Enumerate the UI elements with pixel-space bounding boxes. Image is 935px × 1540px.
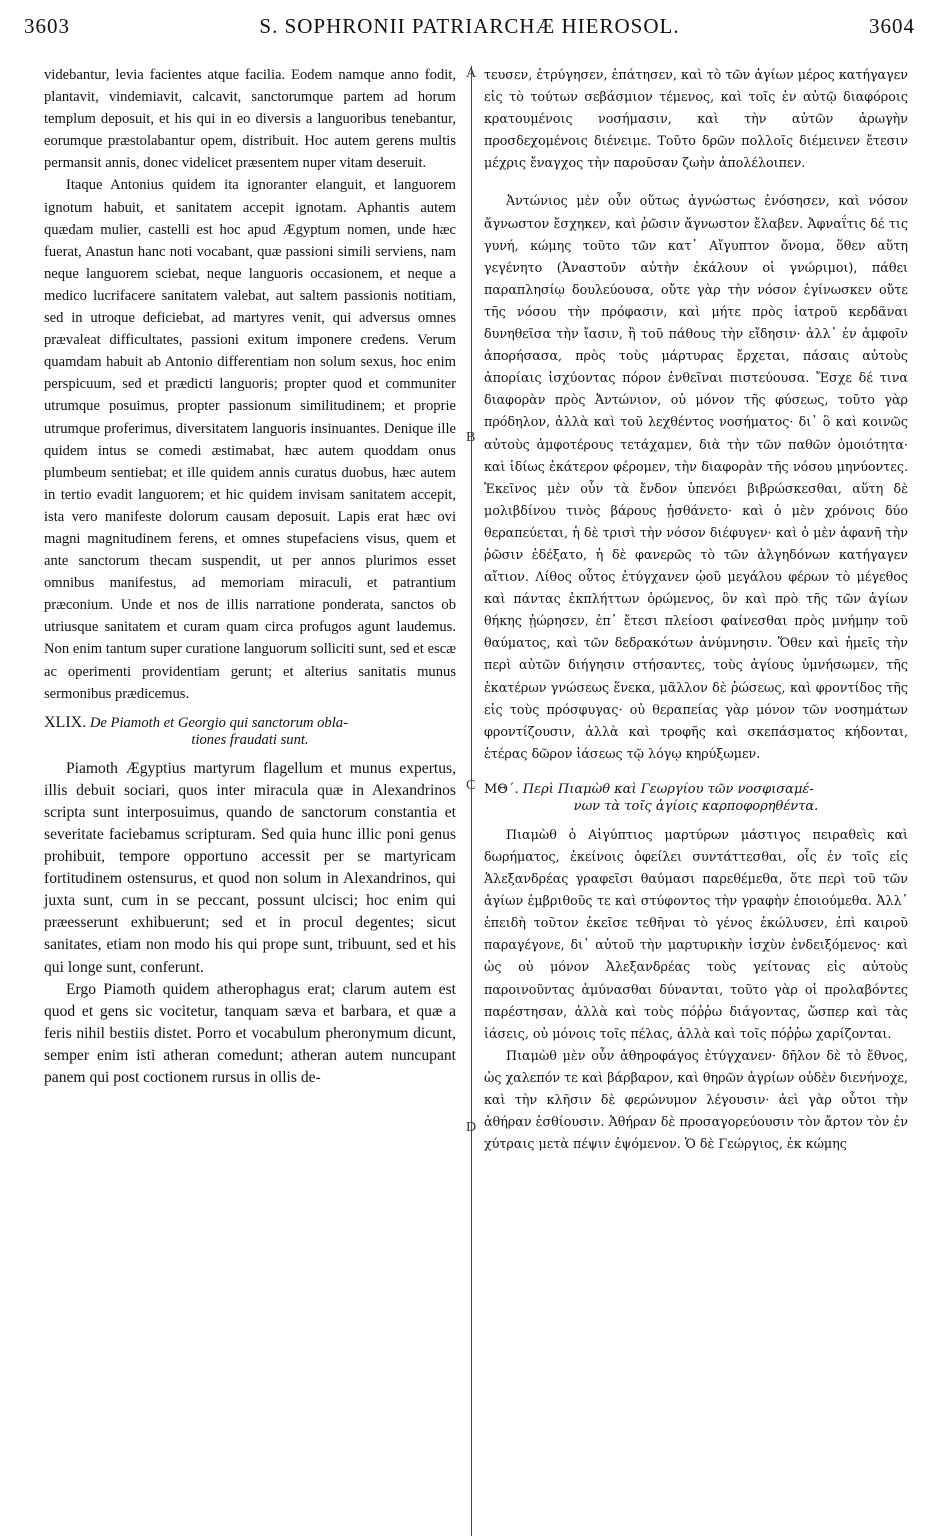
latin-chapter-title-line2: tiones fraudati sunt. xyxy=(191,731,309,748)
greek-chapter-title-line2: νων τὰ τοῖς ἁγίοις καρποφορηθέντα. xyxy=(573,798,819,814)
margin-marker-b: B xyxy=(466,430,476,445)
latin-chapter-title-line1: De Piamoth et Georgio qui sanctorum obla- xyxy=(89,714,348,731)
greek-paragraph-4: Πιαμὼθ μὲν οὖν ἀθηροφάγος ἐτύγχανεν· δῆλον δὲ τὸ ἔθνος, ὡς χαλεπόν τε καὶ βάρβαρον, καὶ θηρῶν ἀγρίων οὐδὲν διενήνοχε, καὶ τὴν κλῆσιν δὲ φερώνυμον λέγουσιν· ἀεὶ γὰρ οὗτοι τὴν ἀθήραν ἐσθίουσιν. Ἀθήραν δὲ προσαγορεύουσιν τὸν ἄρτον τὸν ἐν χύτραις μετὰ πέψιν ἑψόμενον. Ὁ δὲ Γεώργιος, ἐκ κώμης xyxy=(484,1047,909,1152)
latin-paragraph-2: Itaque Antonius quidem ita ignoranter elanguit, et languorem ignotum habuit, et sanitatem accepit ignotam. Aphantis autem quædam mulier, castelli est hoc apud Ægyptum nomen, unde hæc fuerat, Anastun hanc noti vocabant, quæ passioni simili serviens, nam neque languorem sciebat, neque languoris occasionem, et neque a medico lucrifacere sanitatem valebat, aut saltem passionis notitiam, sed in utroque deficiebat, ad martyres venit, qui adversus omnes prævaleat difficultates, passioni exitum imponere credens. Verum quamdam habuit ab Antonio differentiam non solum sexus, hoc enim perspicuum, sed et prædicti languoris; propter quod et communiter utrumque posuimus, propter passionum similitudinem; et proprie utrumque proferimus, diversitatem languoris insinuantes. Denique ille quidem intus se comedi æstimabat, hæc autem quoddam onus plumbeum sentiebat; et ille quidem annis curatus duobus, hæc autem in tertio evadit languorem; et hic quidem invisam sanitatem accepit, ista vero manifeste dolorum causam deposuit. Lapis erat hæc ovi magni magnitudinem ferens, et omnes stupefaciens visus, quem et ante sanctorum thecam suspendit, ut per annos plurimos esset omnibus manifestus, ad memoriam miraculi, et patrantium præconium. Unde et nos de illis narratione ponderata, sanctos ob utriusque sanitatem et curam quam circa profugos agunt laudemus. Non enim tantum super curatione languorum solliciti sunt, sed et escæ ac operimenti providentiam gerunt; et alterius sanitatis munus sermonibus prædicemus. xyxy=(44,177,456,702)
column-divider xyxy=(471,66,472,1536)
latin-paragraph-1: videbantur, levia facientes atque facilia. Eodem namque anno fodit, plantavit, vindemiavit, calcavit, sanctorumque partem ad horum templum deposuit, et his qui in eo diversis a languoribus tenebantur, eorumque præstolabantur opem, distribuit. Hoc autem gerens multis permansit annis, donec videlicet præsentem nuper vitam deseruit. xyxy=(44,67,456,172)
greek-paragraph-2: Ἀντώνιος μὲν οὖν οὕτως ἀγνώστως ἐνόσησεν, καὶ νόσον ἄγνωστον ἔσχηκεν, καὶ ῥῶσιν ἄγνωστον ἔλαβεν. Ἀφναΐτις δέ τις γυνή, κώμης τοῦτο τῶν κατ᾽ Αἴγυπτον ὄνομα, ὅθεν αὕτη γεγένητο (Ἀναστοῦν αὐτὴν ἐκάλουν οἱ γνώριμοι), πάθει παραπλησίῳ δουλεύουσα, οὔτε γὰρ τὴν νόσον ἐγίνωσκεν οὔτε τῆς νόσου τὴν πρόφασιν, καὶ μήτε πρὸς ἰατροῦ κερδᾶναι δυνηθεῖσα τὴν ἴασιν, ἢ τοῦ πάθους τὴν εἴδησιν· ἀλλ᾽ ἐν ἀμφοῖν ἀπορήσασα, πρὸς τοὺς μάρτυρας ἔρχεται, πάσαις αὐτοὺς ἀπορίαις ἰσχύοντας πόρον ἐνθεῖναι πιστεύουσα. Ἔσχε δέ τινα διαφορὰν πρὸς Ἀντώνιον, οὐ μόνον τῆς φύσεως, τοῦτο γὰρ πρόδηλον, ἀλλὰ καὶ τοῦ λεχθέντος νοσήματος· δι᾽ ὃ καὶ κοινῶς αὐτοὺς ἀμφοτέρους τετάχαμεν, διὰ τὴν τῶν παθῶν ὁμοιότητα· καὶ ἰδίως ἑκάτερον φέρομεν, τὴν διαφορὰν τῆς νόσου μηνύοντες. Ἐκεῖνος μὲν οὖν τὰ ἔνδον ὑπενόει βιβρώσκεσθαι, αὕτη δὲ μολιβδίνου τινὸς βάρους ᾐσθάνετο· καὶ ὁ μὲν χρόνοις δύο θεραπεύεται, ἡ δὲ τρισὶ τὴν νόσον διέφυγεν· καὶ ὁ μὲν ἀφανῆ τὴν ῥῶσιν ἐδέξατο, ἡ δὲ φανερῶς τὸ τῶν ἀλγηδόνων κατήγαγεν αἴτιον. Λίθος οὗτος ἐτύγχανεν ᾠοῦ μεγάλου φέρων τὸ μέγεθος καὶ πάντας ἐκπλήττων ὁρώμενος, ὃν καὶ πρὸ τῆς τῶν ἁγίων θήκης ᾐώρησεν, ἐπ᾽ ἔτεσι πλείοσι φαίνεσθαι πρὸς μνήμην τοῦ θαύματος, καὶ τῶν δεδρακότων ἀνύμνησιν. Ὅθεν καὶ ἡμεῖς τὴν περὶ αὐτῶν διήγησιν στήσαντες, τοὺς ἁγίους ὑμνήσωμεν, τῆς ἑκατέρων γνώσεως ἕνεκα, μᾶλλον δὲ ῥώσεως, καὶ φροντίδος τῆς εἰς τοὺς πρόσφυγας· οὐ θεραπείας γὰρ μόνον τῶν νοσημάτων φροντίζουσιν, ἀλλὰ καὶ τροφῆς καὶ σκεπάσματος κήδονται, ἑτέρας δῶρον ἰάσεως τῷ λόγῳ κηρύξωμεν. xyxy=(484,193,908,761)
margin-marker-d: D xyxy=(466,1120,477,1135)
page-number-left: 3603 xyxy=(24,14,70,38)
greek-paragraph-1: τευσεν, ἐτρύγησεν, ἐπάτησεν, καὶ τὸ τῶν ἁγίων μέρος κατήγαγεν εἰς τὸ τούτων σεβάσμιον τέμενος, καὶ τοῖς ἐν αὐτῷ διαφόροις κρατουμένοις νοσήμασιν, καὶ τὴν αὐτῶν ἀρωγὴν προσδεχομένοις διένειμε. Τοῦτο δρῶν πολλοῖς διέμεινεν ἔτεσιν μέχρις ἔναγχος τὴν παροῦσαν ζωὴν ἀπολέλοιπεν. xyxy=(484,67,908,171)
page-header xyxy=(24,14,915,50)
greek-column xyxy=(484,64,908,1155)
latin-paragraph-3: Piamoth Ægyptius martyrum flagellum et munus expertus, illis debuit sociari, quos inter miracula quæ in Alexandrinos scripta sunt interposuimus, quando de sanctorum constantia et severitate faciebamus scripturam. Sed quia hunc illic poni genus prohibuit, tempore opportuno accessit per se martyricam fortitudinem ostensurus, et quod non solum in Alexandrinos, qui juxta sunt, cum in se peccant, possunt ulcisci; hoc enim qui præesserunt exhibuerunt; sed et in procul degentes; sicut sanitates, etiam non modo his qui prope sunt, tribuunt, sed et his qui longe sunt, conferunt. xyxy=(44,759,456,976)
greek-chapter-number: ΜΘ΄. xyxy=(484,781,519,797)
margin-marker-a: A xyxy=(466,66,477,81)
latin-chapter-number: XLIX. xyxy=(44,713,87,731)
latin-chapter-heading xyxy=(44,714,456,749)
latin-column xyxy=(44,64,456,1089)
page-number-right: 3604 xyxy=(869,14,915,38)
greek-chapter-heading xyxy=(484,781,908,815)
margin-marker-c: C xyxy=(466,778,476,793)
running-title: S. SOPHRONII PATRIARCHÆ HIEROSOL. xyxy=(259,14,680,38)
latin-paragraph-4: Ergo Piamoth quidem atherophagus erat; clarum autem est quod et gens sic vocitetur, tanquam sæva et barbara, et quæ a feris nihil bestiis distet. Porro et vocabulum pheronymum dicunt, semper enim isti atheran comedunt; atheran autem nuncupant panem qui post coctionem rursus in ollis de- xyxy=(44,980,456,1087)
greek-paragraph-3: Πιαμὼθ ὁ Αἰγύπτιος μαρτύρων μάστιγος πειραθεὶς καὶ δωρήματος, ἐκείνοις ὀφείλει συντάττεσθαι, οἷς ἐν τοῖς εἰς Ἀλεξανδρέας γραφεῖσι θαύμασι παρεθέμεθα, ὅτε περὶ τοῦ τῶν ἁγίων ἐμβριθοῦς τε καὶ στύφοντος τὴν γραφὴν ἐποιούμεθα. Ἀλλ᾽ ἐπειδὴ τοῦτον ἐκεῖσε τεθῆναι τὸ γένος ἐκώλυσεν, ἐπὶ καιροῦ παραγέγονε, δι᾽ αὐτοῦ τὴν μαρτυρικὴν ἰσχὺν ἐνδειξόμενος· καὶ ὡς οὐ μόνον Ἀλεξανδρέας τοὺς γείτονας εἰς αὐτοὺς παροινοῦντας ἀμύνασθαι δύνανται, τοῦτο γὰρ οἱ προλαβόντες παρέστησαν, ἀλλὰ καὶ τοὺς πόῤῥω διάγοντας, ὥσπερ καὶ τὰς ἰάσεις, οὐ μόνοις τοῖς πέλας, ἀλλὰ καὶ τοῖς πόῤῥω χαρίζονται. xyxy=(484,826,908,1041)
greek-chapter-title-line1: Περὶ Πιαμὼθ καὶ Γεωργίου τῶν νοσφισαμέ- xyxy=(522,781,814,797)
